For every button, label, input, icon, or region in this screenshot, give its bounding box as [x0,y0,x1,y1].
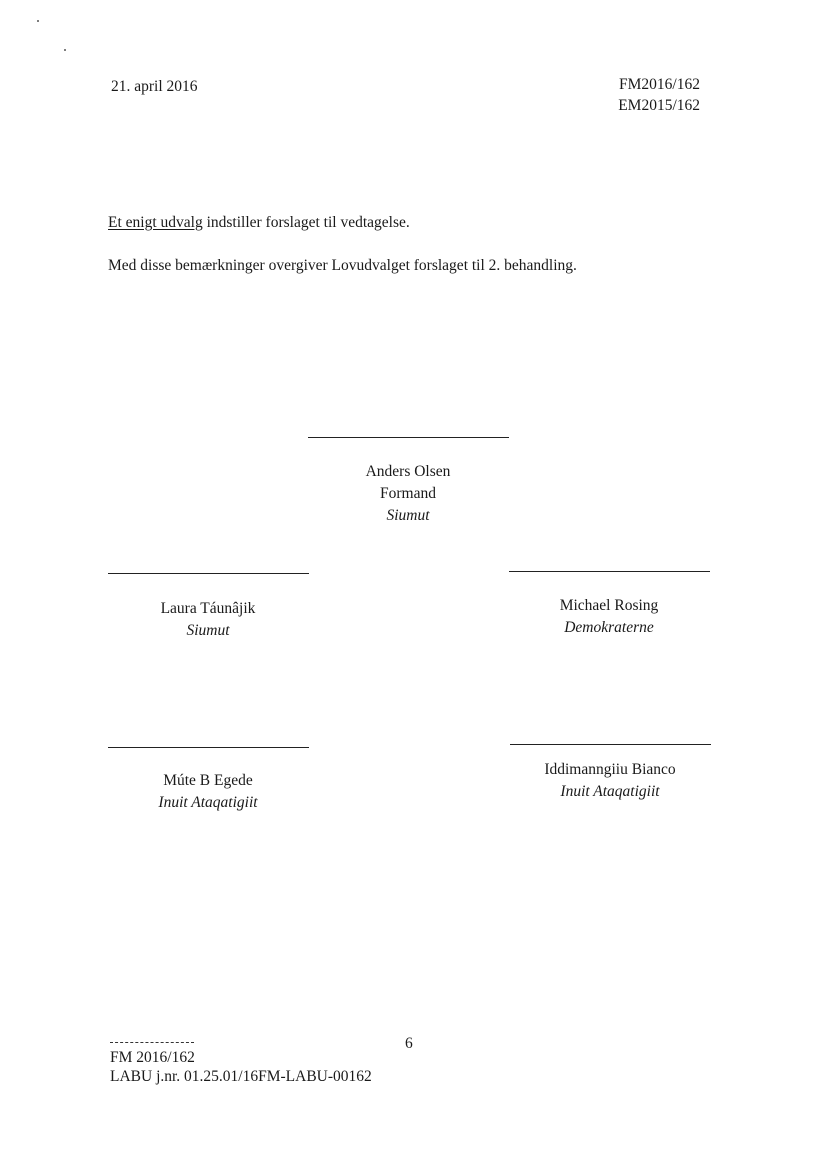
signature-line-member3 [108,747,309,748]
reference-fm: FM2016/162 [619,76,700,93]
signatory-name: Anders Olsen [365,463,451,480]
signatory-name: Michael Rosing [559,597,659,614]
signatory-party: Inuit Ataqatigiit [158,794,258,811]
signatory-role: Formand [380,485,436,502]
document-date: 21. april 2016 [111,78,198,95]
signature-line-member2 [509,571,710,572]
signature-member4 [510,759,710,803]
footer-separator [110,1042,194,1043]
scan-speck [64,49,66,51]
footer-journal-number: LABU j.nr. 01.25.01/16FM-LABU-00162 [110,1068,372,1085]
signature-member2 [509,595,709,639]
recommendation-sentence [108,213,410,233]
signatory-party: Inuit Ataqatigiit [560,783,660,800]
page-number: 6 [405,1035,413,1052]
signature-member3 [108,770,308,814]
signatory-name: Múte B Egede [163,772,253,789]
signatory-party: Siumut [186,622,230,639]
signatory-name: Laura Táunâjik [160,600,256,617]
signatory-name: Iddimanngiiu Bianco [544,761,676,778]
scan-speck [37,20,39,22]
signature-chair [308,461,508,527]
reference-em: EM2015/162 [618,97,700,114]
signature-line-chair [308,437,509,438]
closing-sentence: Med disse bemærkninger overgiver Lovudvalget forslaget til 2. behandling. [108,257,577,274]
signature-member1 [108,598,308,642]
signature-line-member4 [510,744,711,745]
recommendation-underlined: Et enigt udvalg [108,214,203,231]
reference-numbers [618,74,700,116]
footer-case-number: FM 2016/162 [110,1049,195,1066]
signature-line-member1 [108,573,309,574]
signatory-party: Demokraterne [564,619,654,636]
signatory-party: Siumut [386,507,430,524]
recommendation-rest: indstiller forslaget til vedtagelse. [202,214,410,231]
